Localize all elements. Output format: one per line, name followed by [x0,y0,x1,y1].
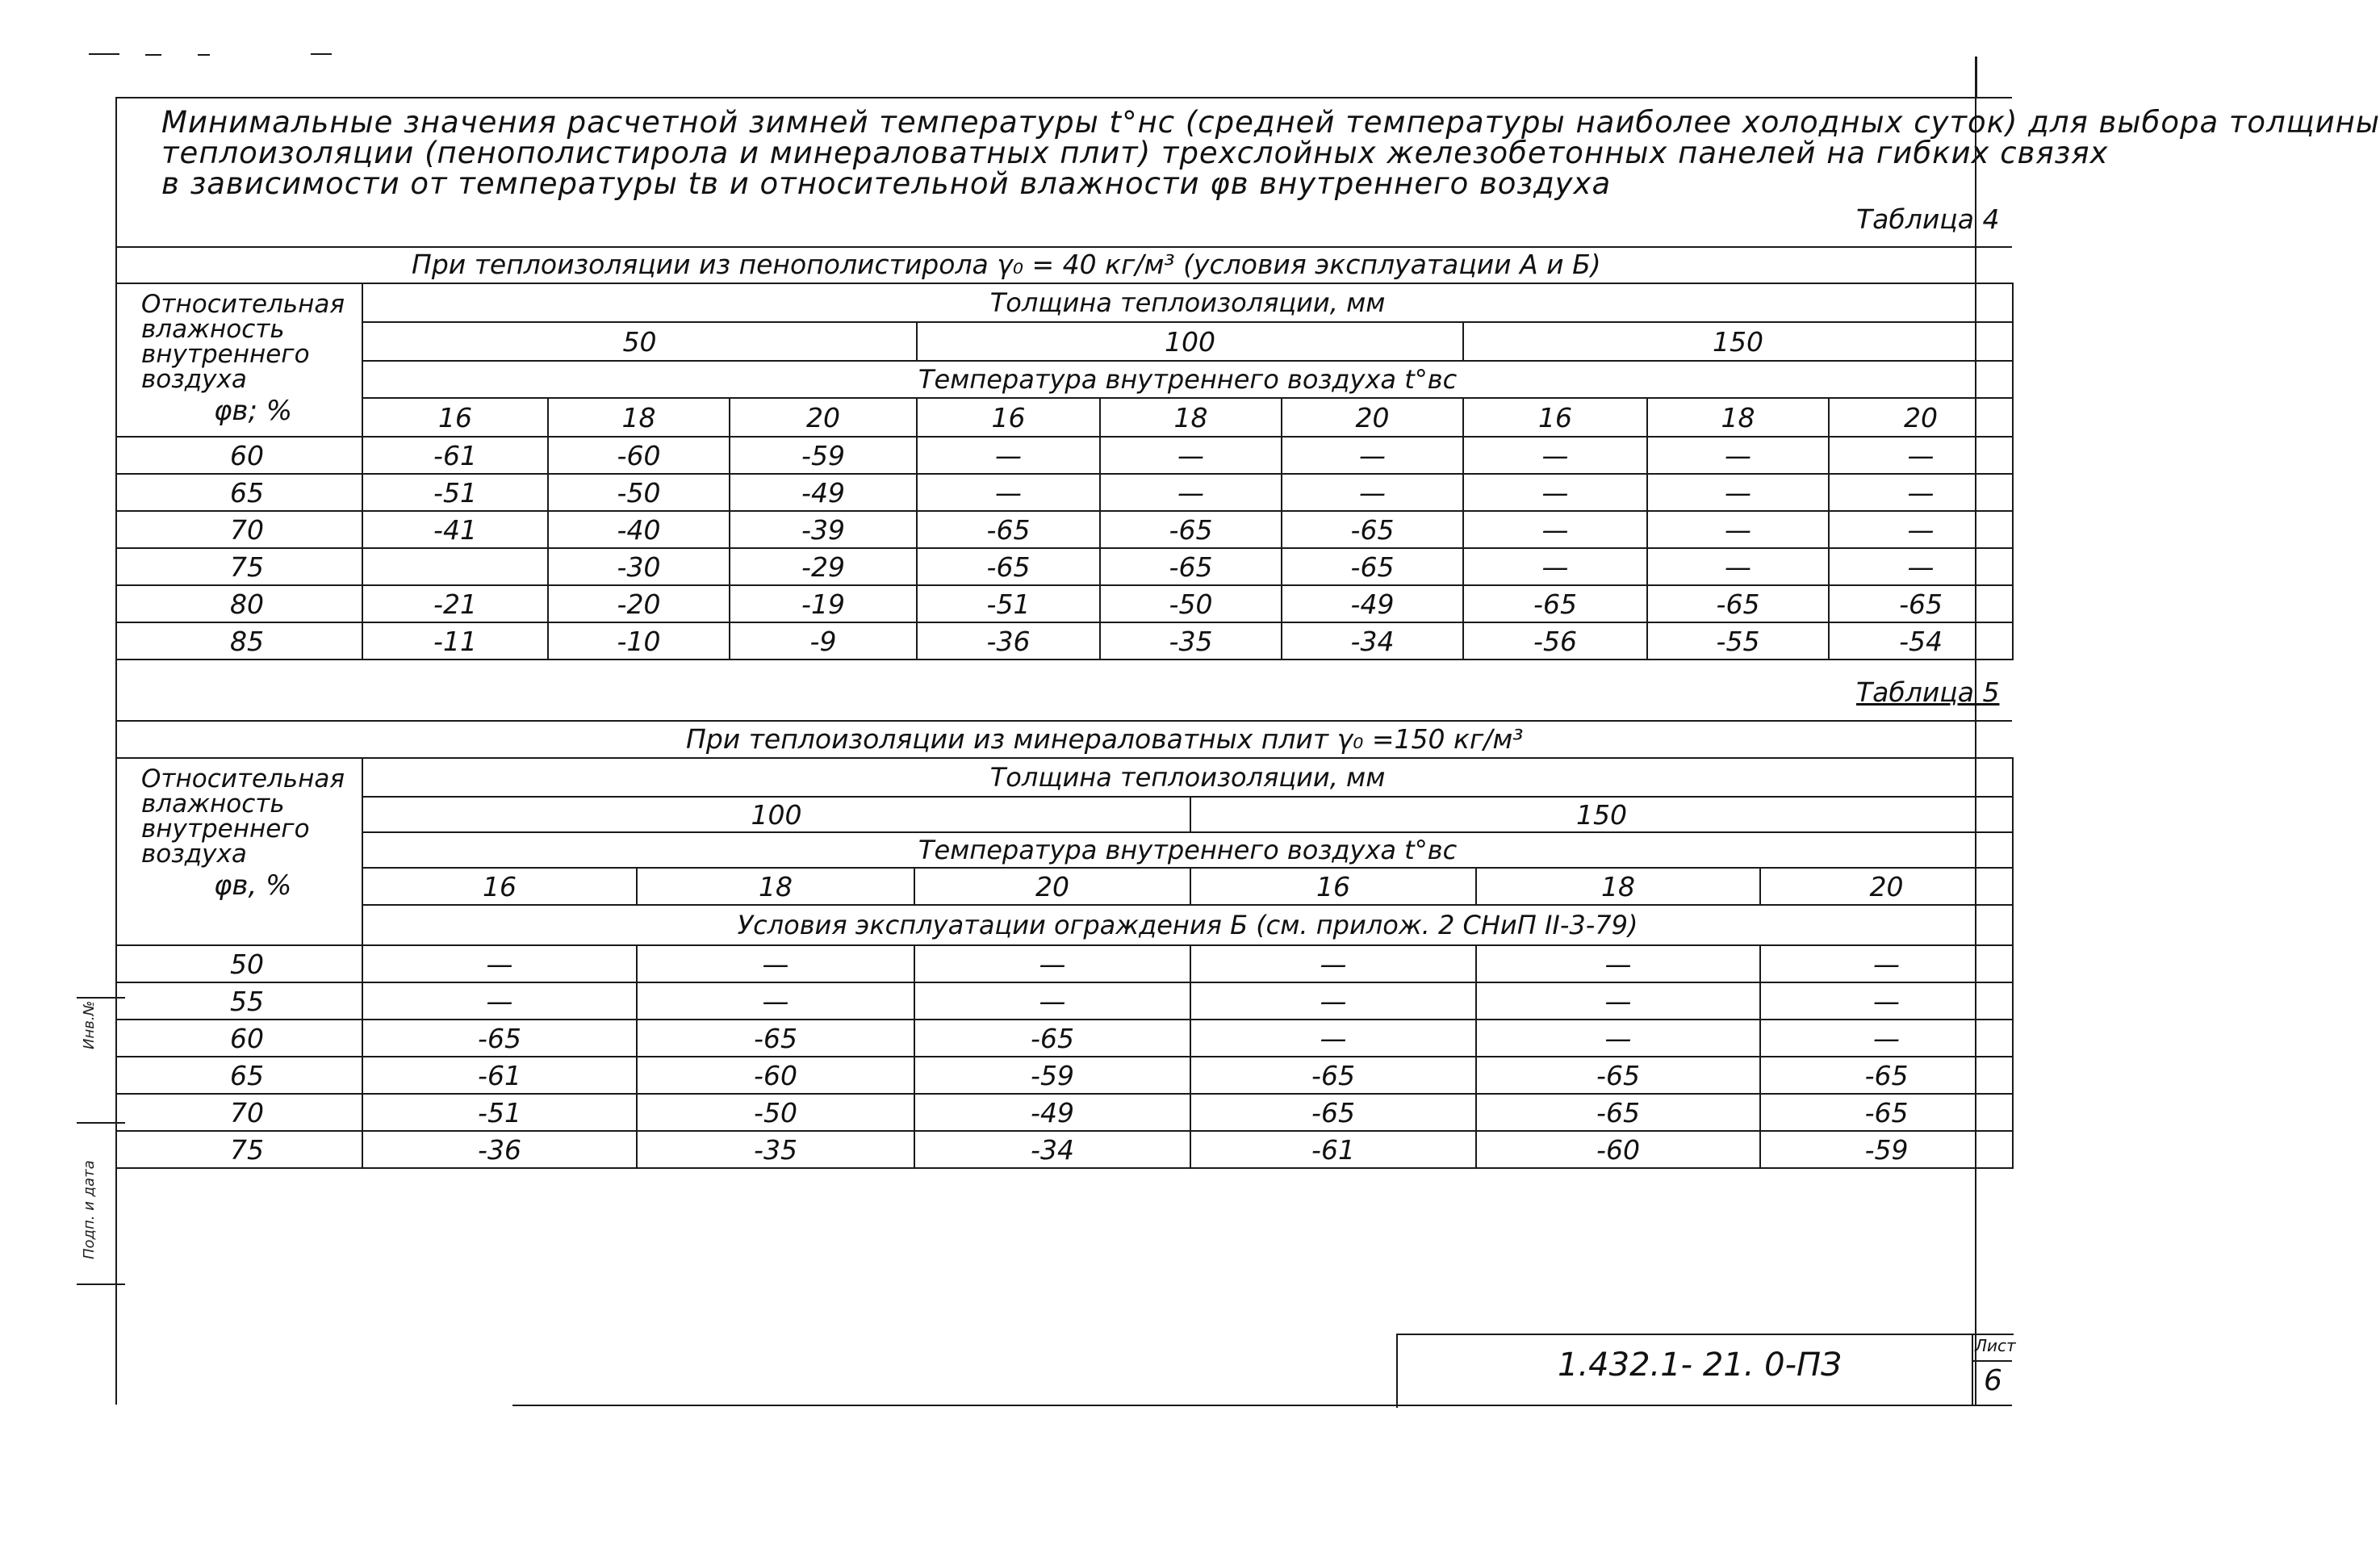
table5-cell: — [1476,982,1760,1020]
table4-caption: При теплоизоляции из пенополистирола γ₀ = 40 кг/м³ (условия эксплуатации А и Б) [412,249,1601,280]
table4-cell: -65 [1463,585,1647,622]
table5-row [116,1020,2013,1057]
table4-temp-header: Температура внутреннего воздуха t°вс [362,361,2013,398]
table4-cell: -65 [917,548,1100,585]
table4-row [116,474,2013,511]
table4-cell: — [1463,437,1647,474]
table4-side-header: Относительная влажность внутреннего воздуха φв; % [116,283,362,437]
table4-cell: -65 [1100,511,1282,548]
table4-cell: -55 [1647,622,1829,660]
table5-row-humidity: 60 [116,1020,362,1057]
table4-cell: -36 [917,622,1100,660]
table5-cell: — [637,982,914,1020]
table4-cell [362,548,548,585]
scan-mark [145,54,161,56]
table5-row-humidity: 50 [116,945,362,982]
table4-cell: — [1647,548,1829,585]
table4-cell: -65 [1100,548,1282,585]
table5-cell: — [914,945,1190,982]
table5-cell: — [1760,1020,2013,1057]
table5-cell: — [1190,945,1476,982]
table4-row-humidity: 80 [116,585,362,622]
table4-cell: -51 [362,474,548,511]
table5-row-humidity: 70 [116,1094,362,1131]
table5-temp-header: Температура внутреннего воздуха t°вс [362,832,2013,868]
table4-cell: — [1282,437,1463,474]
table4-cell: -65 [1647,585,1829,622]
table4-cell: — [917,437,1100,474]
table4-temp: 16 [1463,398,1647,437]
table4-temp: 20 [1829,398,2013,437]
table4-cell: -59 [730,437,917,474]
table4-thickness-100: 100 [917,322,1463,361]
table4-cell: -21 [362,585,548,622]
table4-cell: -56 [1463,622,1647,660]
table5-thickness-150: 150 [1190,797,2013,832]
table4-row [116,548,2013,585]
table5-row [116,1094,2013,1131]
table5-cell: -65 [1476,1094,1760,1131]
scan-mark [198,54,210,56]
table5-cell: -65 [1190,1094,1476,1131]
table4-cell: — [1647,511,1829,548]
table4-cell: — [1647,437,1829,474]
table5-row-humidity: 65 [116,1057,362,1094]
frame-top-line [115,97,2012,98]
table4-row-humidity: 75 [116,548,362,585]
table4-cell: -20 [548,585,730,622]
table5-conditions: Условия эксплуатации ограждения Б (см. прилож. 2 СНиП II-3-79) [362,905,2013,945]
table4-cell: -49 [730,474,917,511]
table5-row-humidity: 55 [116,982,362,1020]
table4-cell: -41 [362,511,548,548]
table4-cell: -60 [548,437,730,474]
table5-row [116,1131,2013,1168]
table4-cell: -39 [730,511,917,548]
table4-cell: -65 [1282,548,1463,585]
table5-cell: — [1190,1020,1476,1057]
table5-cell: -61 [362,1057,637,1094]
table4-cell: -49 [1282,585,1463,622]
table5-cell: — [1760,945,2013,982]
table5-row [116,982,2013,1020]
table4-cell: -65 [1829,585,2013,622]
table5-temp: 18 [1476,868,1760,905]
table4-cell: -10 [548,622,730,660]
table4-cell: -34 [1282,622,1463,660]
table4-cell: — [1463,548,1647,585]
table5-thickness-header: Толщина теплоизоляции, мм [362,758,2013,797]
table4-temp: 16 [917,398,1100,437]
scan-mark [89,53,119,55]
table5-cell: -51 [362,1094,637,1131]
title-line-1: Минимальные значения расчетной зимней температуры t°нс (средней температуры наиболее холодных суток) для выбора толщины [161,105,2380,140]
table5-cell: — [362,945,637,982]
table4-cell: -40 [548,511,730,548]
table5-cell: -65 [362,1020,637,1057]
table5-cell: -65 [1190,1057,1476,1094]
margin-label-sign: Подп. и дата [81,1160,98,1259]
frame-right-tick [1975,57,1977,97]
table4-cell: — [1829,437,2013,474]
table4-cell: -35 [1100,622,1282,660]
stamp-sheet-rule [1972,1360,2012,1362]
table4-row-humidity: 65 [116,474,362,511]
table5-cell: -65 [914,1020,1190,1057]
table5-cell: -65 [1760,1057,2013,1094]
table4-thickness-150: 150 [1463,322,2013,361]
table4-cell: — [1829,511,2013,548]
table4-cell: -30 [548,548,730,585]
table5-row [116,945,2013,982]
table4-thickness-50: 50 [362,322,917,361]
margin-label-inv: Инв.№ [81,1000,98,1049]
table5-cell: — [637,945,914,982]
table5-temp: 16 [362,868,637,905]
table4-temp: 18 [548,398,730,437]
table5-cell: -65 [1476,1057,1760,1094]
table5-cell: -34 [914,1131,1190,1168]
table4-cell: -51 [917,585,1100,622]
table4-cell: — [1647,474,1829,511]
table4-cell: -65 [1282,511,1463,548]
table5-side-header: Относительная влажность внутреннего воздуха φв, % [116,758,362,945]
table5-cell: -65 [637,1020,914,1057]
table4-cell: -50 [548,474,730,511]
margin-rule [77,1283,125,1285]
table5-caption: При теплоизоляции из минераловатных плит γ₀ =150 кг/м³ [686,723,1524,755]
table4-thickness-header: Толщина теплоизоляции, мм [362,283,2013,322]
table5-cell: — [1476,945,1760,982]
table4-cell: — [917,474,1100,511]
table4-row [116,622,2013,660]
stamp-sheet-label: Лист [1975,1336,2016,1355]
stamp-sheet-number: 6 [1984,1364,2002,1397]
table4-cell: — [1829,548,2013,585]
table5-thickness-100: 100 [362,797,1190,832]
table5-cell: — [362,982,637,1020]
table5-temp: 20 [914,868,1190,905]
table5-cell: — [1760,982,2013,1020]
table4-label: Таблица 4 [1856,203,2000,235]
table5-cell: -60 [1476,1131,1760,1168]
table4-cell: — [1829,474,2013,511]
table4-cell: -50 [1100,585,1282,622]
table4-row [116,511,2013,548]
table5-cell: -36 [362,1131,637,1168]
table5-cell: — [1190,982,1476,1020]
table5-temp: 18 [637,868,914,905]
table4-temp: 20 [730,398,917,437]
table4-row-humidity: 70 [116,511,362,548]
table4-cell: -61 [362,437,548,474]
table4-cell: -54 [1829,622,2013,660]
table5-cell: -59 [1760,1131,2013,1168]
table4-cell: — [1463,474,1647,511]
table5-cell: -49 [914,1094,1190,1131]
table5-temp: 20 [1760,868,2013,905]
table5-row-humidity: 75 [116,1131,362,1168]
table4-caption-top [115,246,2012,248]
table4-cell: — [1100,474,1282,511]
table4-cell: -65 [917,511,1100,548]
title-line-2: теплоизоляции (пенополистирола и минераловатных плит) трехслойных железобетонных панелей на гибких связях [161,136,2109,170]
table4-cell: — [1282,474,1463,511]
table5-cell: -59 [914,1057,1190,1094]
table4 [115,283,2014,660]
table4-cell: -29 [730,548,917,585]
scan-mark [311,53,332,55]
table5 [115,757,2014,1169]
table4-row-humidity: 60 [116,437,362,474]
table5-row [116,1057,2013,1094]
table5-cell: -50 [637,1094,914,1131]
table5-cell: -60 [637,1057,914,1094]
table5-cell: — [1476,1020,1760,1057]
table4-temp: 16 [362,398,548,437]
table4-temp: 18 [1100,398,1282,437]
table4-row [116,437,2013,474]
stamp-divider [1972,1334,1973,1406]
table5-caption-top [115,720,2012,722]
table5-cell: -61 [1190,1131,1476,1168]
title-line-3: в зависимости от температуры tв и относительной влажности φв внутреннего воздуха [161,166,1612,201]
table4-temp: 18 [1647,398,1829,437]
table4-cell: -19 [730,585,917,622]
table4-cell: — [1100,437,1282,474]
table4-cell: -9 [730,622,917,660]
table4-temp: 20 [1282,398,1463,437]
table5-cell: -65 [1760,1094,2013,1131]
table5-temp: 16 [1190,868,1476,905]
table5-cell: -35 [637,1131,914,1168]
table4-cell: -11 [362,622,548,660]
table4-row-humidity: 85 [116,622,362,660]
table5-label: Таблица 5 [1856,676,2000,708]
table4-cell: — [1463,511,1647,548]
table4-row [116,585,2013,622]
table5-cell: — [914,982,1190,1020]
stamp-code: 1.432.1- 21. 0-ПЗ [1558,1346,1842,1384]
